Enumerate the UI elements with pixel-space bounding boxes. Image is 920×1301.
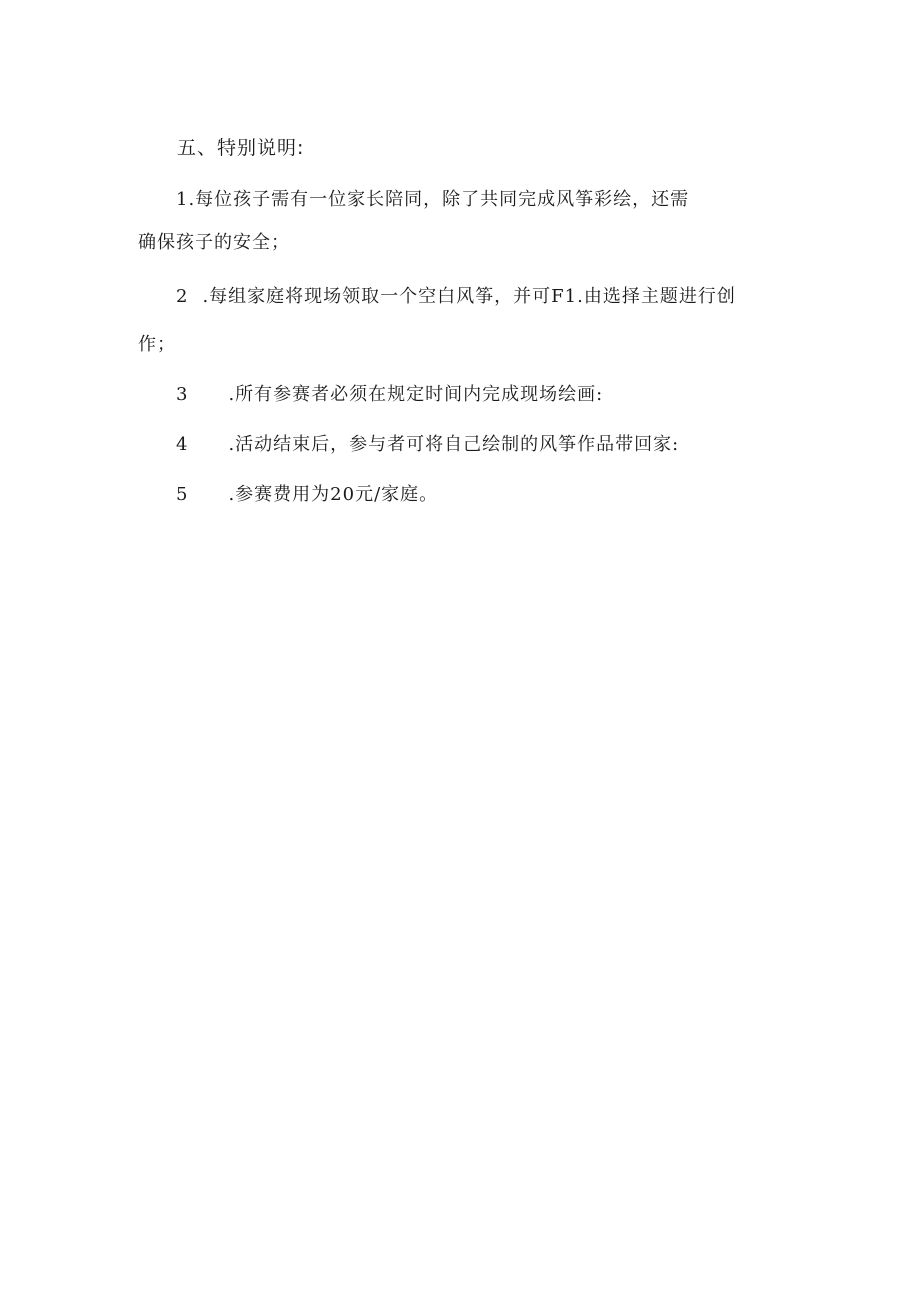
item-number: 4 [176, 434, 189, 455]
list-item-4 [176, 430, 679, 456]
item-text: .所有参赛者必须在规定时间内完成现场绘画: [228, 384, 604, 405]
item-text: .每位孩子需有一位家长陪同，除了共同完成风筝彩绘，还需 [188, 189, 690, 210]
section-title: 五、特别说明: [177, 137, 305, 159]
list-item-1-continuation: 确保孩子的安全； [138, 232, 290, 253]
item-text: .参赛费用为20元/家庭。 [228, 484, 439, 505]
item-number: 1 [176, 189, 189, 210]
item-number: 3 [176, 384, 189, 405]
list-item-1 [176, 185, 689, 211]
list-item-5 [176, 480, 438, 506]
item-number: 5 [176, 484, 189, 505]
item-number: 2 [176, 286, 189, 307]
list-item-2-continuation: 作； [138, 334, 176, 355]
list-item-3 [176, 380, 603, 406]
item-text: .每组家庭将现场领取一个空白风筝，并可F1.由选择主题进行创 [202, 286, 736, 307]
list-item-2 [176, 282, 736, 308]
item-text: .活动结束后，参与者可将自己绘制的风筝作品带回家: [228, 434, 680, 455]
